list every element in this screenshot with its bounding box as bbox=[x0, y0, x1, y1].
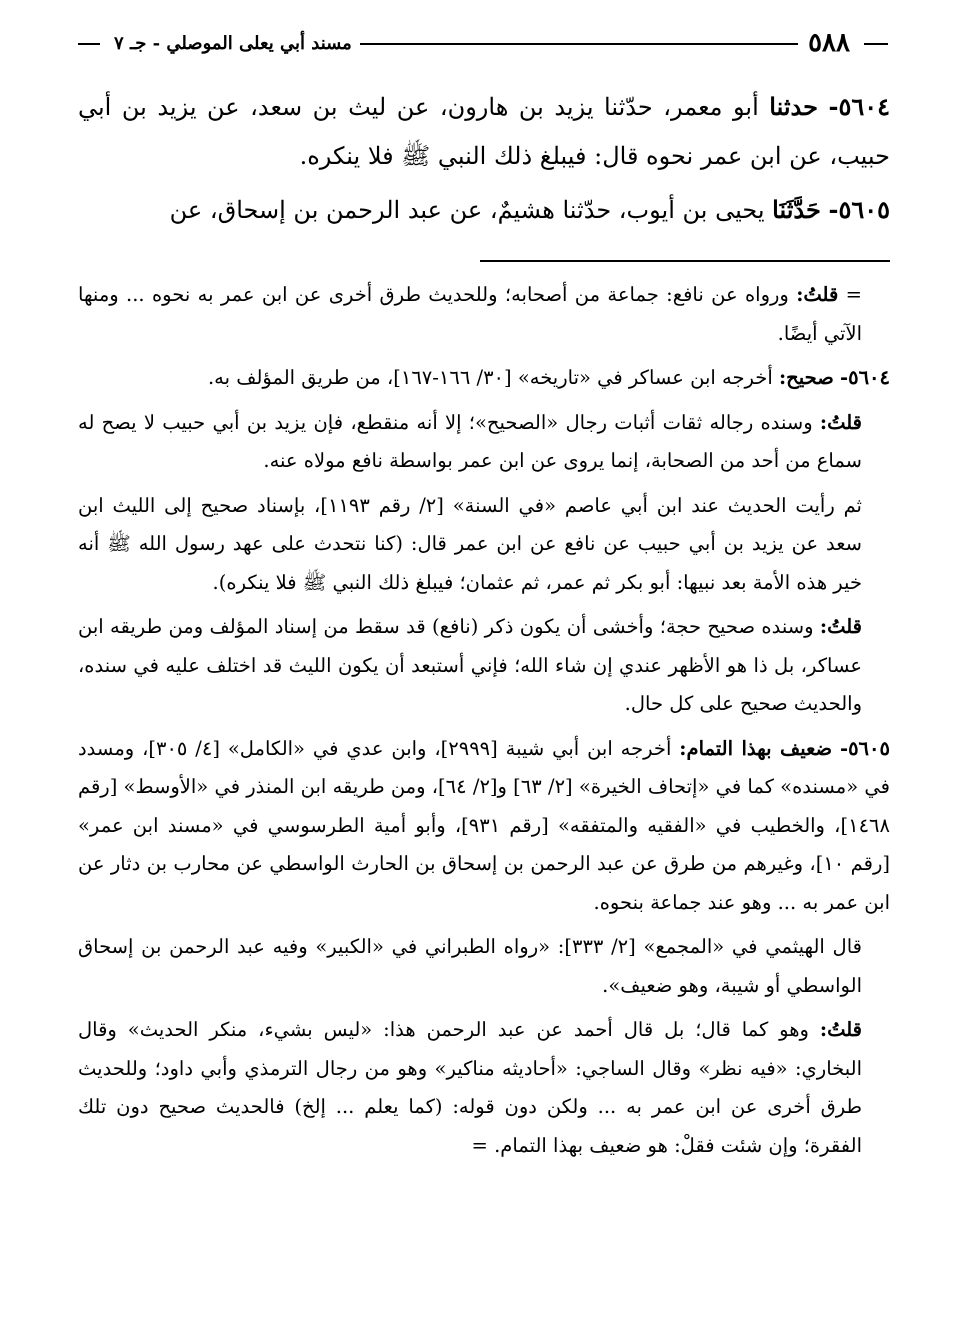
hadith-5604 bbox=[78, 82, 890, 181]
footnote-keyword: قلتُ: bbox=[819, 410, 862, 434]
footnote-keyword: قلتُ: bbox=[819, 615, 862, 638]
continuation-mark: = bbox=[845, 283, 863, 306]
footnote-body: أخرجه ابن أبي شيبة [٢٩٩٩]، وابن عدي في «الكامل» [٤/ ٣٠٥]، ومسدد في «مسنده» كما في «إتحاف الخيرة» [٢/ ٦٣] و[٢/ ٦٤]، ومن طريقه ابن المنذر في «الأوسط» [رقم ١٤٦٨]، والخطيب في «الفقيه والمتفقه» [رقم ٩٣١]، وأبو أمية الطرسوسي في «مسند ابن عمر» [رقم ١٠]، وغيرهم من طرق عن عبد الرحمن بن إسحاق بن الحارث الواسطي عن محارب بن دثار عن ابن عمر به ... وهو عند جماعة بنحوه. bbox=[78, 736, 890, 914]
footnote-note bbox=[78, 928, 890, 1005]
hadith-keyword: حدثنا bbox=[769, 92, 818, 121]
footnote-keyword: قلتُ: bbox=[796, 283, 839, 306]
hadith-number: ٥٦٠٥- bbox=[828, 195, 890, 224]
footnote-body: قال الهيثمي في «المجمع» [٢/ ٣٣٣]: «رواه الطبراني في «الكبير» وفيه عبد الرحمن بن إسحاق الواسطي أو شيبة، وهو ضعيف». bbox=[78, 935, 862, 997]
footnote-number: ٥٦٠٥- bbox=[839, 736, 890, 760]
footnote-5605 bbox=[78, 730, 890, 923]
footnote-note bbox=[78, 1011, 890, 1165]
footnote-body: أخرجه ابن عساكر في «تاريخه» [٣٠/ ١٦٦-١٦٧]، من طريق المؤلف به. bbox=[207, 366, 773, 389]
hadith-keyword: حَدَّثَنَا bbox=[772, 195, 821, 224]
hadith-text bbox=[78, 82, 890, 239]
continuation-mark: = bbox=[471, 1133, 488, 1157]
header-rule-right bbox=[864, 43, 888, 45]
header-rule-middle bbox=[314, 43, 798, 45]
page-header bbox=[78, 24, 888, 64]
footnote-body: ثم رأيت الحديث عند ابن أبي عاصم «في السنة» [٢/ رقم ١١٩٣]، بإسناد صحيح إلى الليث ابن سعد عن يزيد بن أبي حبيب عن نافع عن ابن عمر قال: (كنا نتحدث على عهد رسول الله ﷺ أنه خير هذه الأمة بعد نبيها: أبو بكر ثم عمر، ثم عثمان؛ فيبلغ ذلك النبي ﷺ فلا ينكره). bbox=[78, 493, 862, 594]
hadith-number: ٥٦٠٤- bbox=[828, 92, 890, 121]
footnote-note bbox=[78, 487, 890, 603]
footnote-body: وسنده صحيح حجة؛ وأخشى أن يكون ذكر (نافع) قد سقط من إسناد المؤلف ومن طريقه ابن عساكر، بل ذا هو الأظهر عندي إن شاء الله؛ فإني أستبعد أن يكون الليث قد اختلف عليه في سنده، والحديث صحيح على كل حال. bbox=[78, 615, 862, 715]
footnotes bbox=[78, 276, 890, 1171]
footnote-note bbox=[78, 404, 890, 481]
footnote-keyword: ضعيف بهذا التمام: bbox=[679, 736, 833, 760]
footnote-keyword: صحيح: bbox=[778, 366, 834, 389]
page-number: ٥٨٨ bbox=[800, 24, 858, 62]
hadith-5605 bbox=[78, 185, 890, 235]
footnote-body: وهو كما قال؛ بل قال أحمد عن عبد الرحمن هذا: «ليس بشيء، منكر الحديث» وقال البخاري: «فيه نظر» وقال الساجي: «أحاديثه مناكير» وهو من رجال الترمذي وأبي داود؛ وللحديث طرق أخرى عن ابن عمر به ... ولكن دون قوله: (كما يعلم ... إلخ) فالحديث صحيح دون تلك الفقرة؛ وإن شئت فقلْ: هو ضعيف بهذا التمام. bbox=[78, 1018, 862, 1157]
footnote-keyword: قلتُ: bbox=[819, 1018, 862, 1041]
footnote-number: ٥٦٠٤- bbox=[840, 366, 890, 389]
header-rule-left bbox=[78, 43, 100, 45]
footnote-body: وسنده رجاله ثقات أثبات رجال «الصحيح»؛ إلا أنه منقطع، فإن يزيد بن أبي حبيب لا يصح له سماع من أحد من الصحابة، إنما يروى عن ابن عمر بواسطة نافع مولاه عنه. bbox=[78, 410, 862, 472]
footnote-note bbox=[78, 608, 890, 724]
footnote-body: ورواه عن نافع: جماعة من أصحابه؛ وللحديث طرق أخرى عن ابن عمر به نحوه ... ومنها الآتي أيضًا. bbox=[78, 283, 862, 345]
hadith-body: يحيى بن أيوب، حدّثنا هشيمٌ، عن عبد الرحمن بن إسحاق، عن bbox=[169, 196, 765, 224]
book-title: مسند أبي يعلى الموصلي - جـ ٧ bbox=[106, 28, 360, 60]
footnote-5604 bbox=[78, 359, 890, 398]
footnote-continuation bbox=[78, 276, 890, 353]
hadith-body: أبو معمر، حدّثنا يزيد بن هارون، عن ليث بن سعد، عن يزيد بن أبي حبيب، عن ابن عمر نحوه قال: فيبلغ ذلك النبي ﷺ فلا ينكره. bbox=[78, 93, 890, 170]
footnote-divider bbox=[480, 260, 890, 262]
